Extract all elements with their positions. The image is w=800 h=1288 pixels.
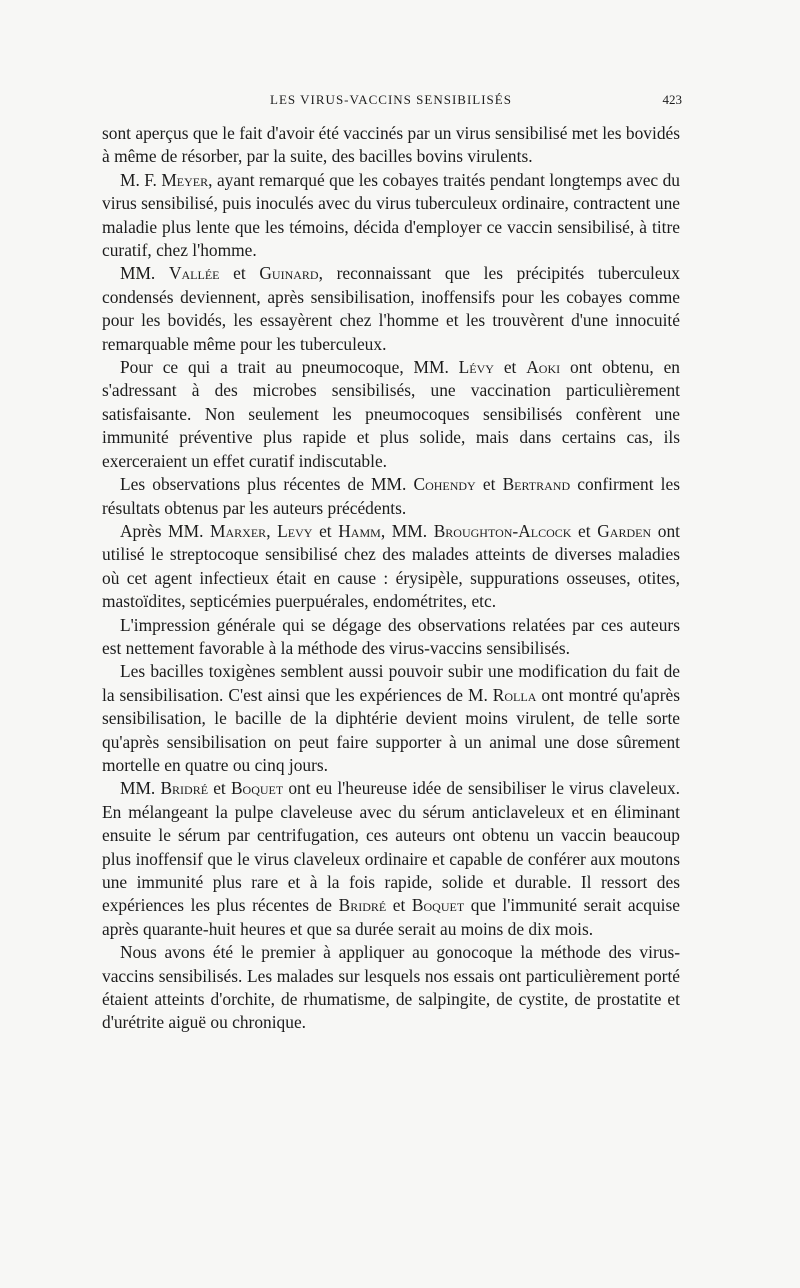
author-name: Bridré bbox=[160, 778, 209, 799]
author-name: Meyer bbox=[161, 169, 209, 190]
author-name: Boquet bbox=[230, 778, 284, 799]
running-title: LES VIRUS-VACCINS SENSIBILISÉS bbox=[270, 92, 512, 107]
text-run: et bbox=[208, 778, 231, 799]
paragraph bbox=[102, 520, 680, 614]
text-run: MM. bbox=[120, 778, 161, 799]
text-run: et bbox=[475, 474, 503, 495]
author-name: Broughton-Alcock bbox=[433, 520, 572, 541]
text-run: et bbox=[493, 357, 527, 378]
author-name: Rolla bbox=[492, 684, 537, 705]
text-run: , MM. bbox=[380, 520, 434, 541]
text-run: Nous avons été le premier à appliquer au gonocoque la méthode des virus-vaccins sensibilisés. Les malades sur lesquels nos essais ont particulièrement porté étaient atteints d'orchite, de rhumatisme, de salpingite, de cystite, de prostatite et d'urétrite aiguë ou chronique. bbox=[102, 942, 680, 1033]
text-run: , reconnaissant que les précipités tuberculeux condensés deviennent, après sensibilisation, inoffensifs pour les cobayes comme pour les bovidés, les essayèrent chez l'homme et les trouvèrent d'une innocuité remarquable même pour les tuberculeux. bbox=[102, 263, 680, 354]
text-run: M. F. bbox=[120, 169, 162, 190]
text-run: et bbox=[571, 520, 598, 541]
body-text bbox=[102, 122, 680, 1035]
paragraph bbox=[102, 122, 680, 169]
text-run: que l'immunité serait acquise après quarante-huit heures et que sa durée serait au moins de dix mois. bbox=[102, 895, 681, 939]
paragraph bbox=[102, 169, 680, 263]
text-run: Pour ce qui a trait au pneumocoque, MM. bbox=[120, 357, 459, 378]
text-run: ont eu l'heureuse idée de sensibiliser le virus claveleux. En mélangeant la pulpe claveleuse avec du sérum anticlaveleux et en éliminant ensuite le sérum par centrifugation, ces auteurs ont obtenu un vaccin beaucoup plus inoffensif que le virus claveleux ordinaire et capable de conférer aux moutons une immunité plus rare et à la fois rapide, solide et durable. Il ressort des expériences les plus récentes de bbox=[102, 778, 681, 916]
paragraph bbox=[102, 614, 680, 661]
author-name: Vallée bbox=[168, 263, 220, 284]
text-run: L'impression générale qui se dégage des observations relatées par ces auteurs est nettement favorable à la méthode des virus-vaccins sensibilisés. bbox=[102, 614, 680, 658]
text-run: ont montré qu'après sensibilisation, le bacille de la diphtérie devient moins virulent, de telle sorte qu'après sensibilisation on peut faire supporter à un animal une dose sûrement mortelle en quatre ou cinq jours. bbox=[102, 684, 680, 775]
page-number: 423 bbox=[662, 92, 682, 107]
paragraph bbox=[102, 473, 680, 520]
author-name: Cohendy bbox=[413, 474, 476, 495]
author-name: Aoki bbox=[526, 357, 561, 378]
text-run: et bbox=[219, 263, 260, 284]
paragraph bbox=[102, 941, 680, 1035]
text-run: MM. bbox=[120, 263, 169, 284]
author-name: Bertrand bbox=[502, 474, 571, 495]
author-name: Boquet bbox=[411, 895, 465, 916]
author-name: Levy bbox=[277, 520, 313, 541]
page-header bbox=[100, 92, 682, 114]
text-run: Les observations plus récentes de MM. bbox=[120, 474, 414, 495]
text-run: Les bacilles toxigènes semblent aussi pouvoir subir une modification du fait de la sensibilisation. C'est ainsi que les expériences de M. bbox=[102, 661, 680, 705]
paragraph bbox=[102, 356, 680, 473]
text-run: confirment les résultats obtenus par les auteurs précédents. bbox=[102, 474, 680, 518]
author-name: Marxer bbox=[210, 520, 267, 541]
paragraph bbox=[102, 660, 680, 777]
text-run: et bbox=[386, 895, 412, 916]
text-run: , bbox=[266, 520, 278, 541]
text-run: ont utilisé le streptocoque sensibilisé chez des malades atteints de diverses maladies où cet agent infectieux était en cause : érysipèle, suppurations osseuses, otites, mastoïdites, septicémies puerpuérales, endométrites, etc. bbox=[102, 520, 680, 612]
text-run: et bbox=[312, 520, 339, 541]
text-run: ont obtenu, en s'adressant à des microbes sensibilisés, une vaccination particulièrement satisfaisante. Non seulement les pneumocoques sensibilisés confèrent une immunité préventive plus rapide et plus solide, mais dans certains cas, ils exerceraient un effet curatif indiscutable. bbox=[102, 357, 681, 471]
author-name: Garden bbox=[597, 520, 652, 541]
paragraph bbox=[102, 262, 680, 356]
text-run: Après MM. bbox=[120, 520, 211, 541]
author-name: Lévy bbox=[458, 357, 494, 378]
paragraph bbox=[102, 777, 680, 941]
author-name: Bridré bbox=[338, 895, 387, 916]
author-name: Guinard bbox=[259, 263, 319, 284]
text-run: , ayant remarqué que les cobayes traités pendant longtemps avec du virus sensibilisé, puis inoculés avec du virus tuberculeux ordinaire, contractent une maladie plus lente que les témoins, décida d'employer ce vaccin sensibilisé, à titre curatif, chez l'homme. bbox=[102, 169, 680, 261]
text-run: sont aperçus que le fait d'avoir été vaccinés par un virus sensibilisé met les bovidés à même de résorber, par la suite, des bacilles bovins virulents. bbox=[102, 123, 680, 167]
author-name: Hamm bbox=[338, 520, 381, 541]
